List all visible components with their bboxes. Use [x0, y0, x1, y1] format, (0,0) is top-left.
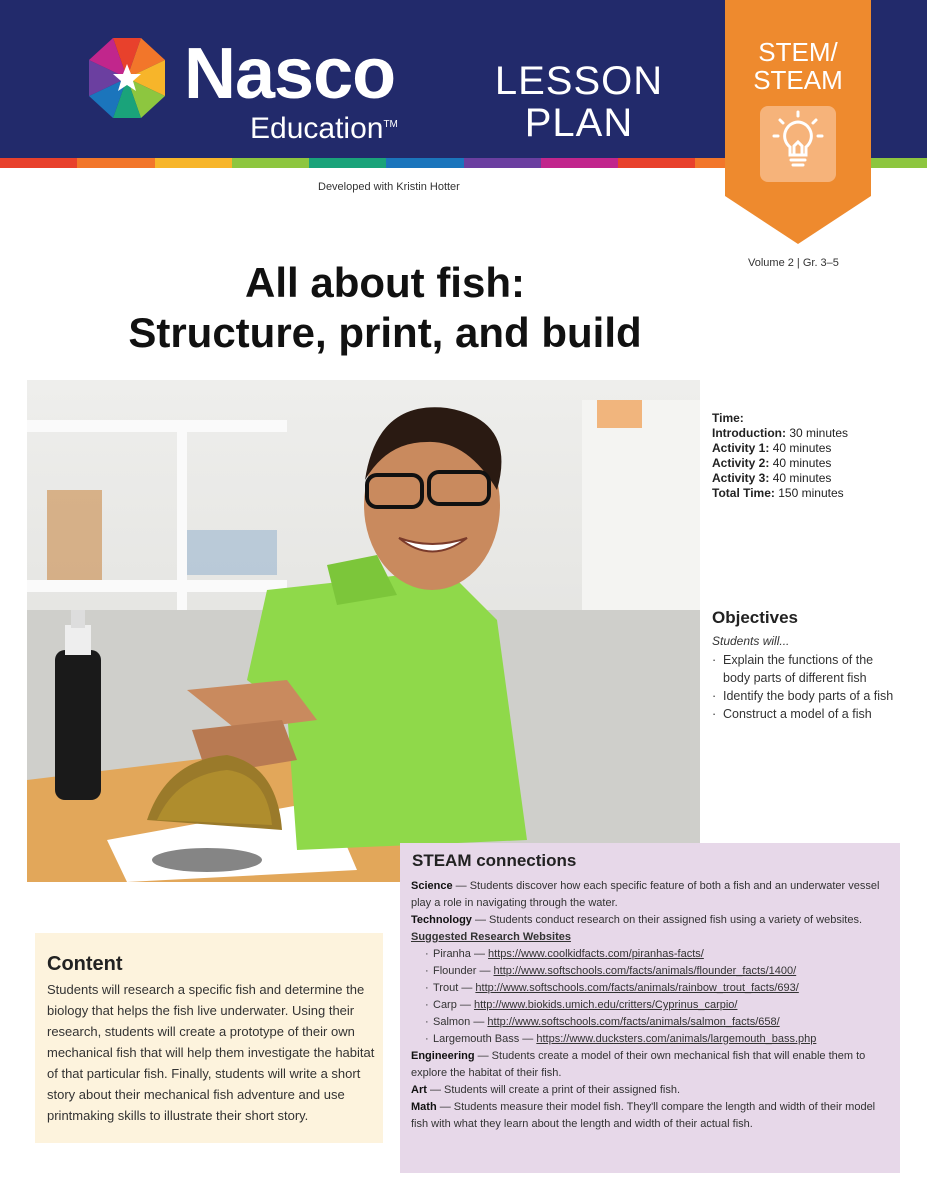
- research-links-heading: Suggested Research Websites: [411, 931, 571, 943]
- science-connection: Science — Students discover how each specific feature of both a fish and an underwater vessel play a role in navigating through the water.: [411, 880, 880, 909]
- research-link[interactable]: https://www.coolkidfacts.com/piranhas-facts/: [488, 948, 704, 960]
- objectives-heading: Objectives: [712, 608, 798, 627]
- time-row: Activity 1: 40 minutes: [712, 441, 832, 455]
- engineering-connection: Engineering — Students create a model of their own mechanical fish that will enable them to explore the habitat of their fish.: [411, 1050, 866, 1079]
- objectives-intro: Students will...: [712, 634, 790, 648]
- time-row: Total Time: 150 minutes: [712, 486, 844, 500]
- time-row: Activity 2: 40 minutes: [712, 456, 832, 470]
- research-link-item: · Trout — http://www.softschools.com/facts/animals/rainbow_trout_facts/693/: [425, 980, 893, 997]
- research-link[interactable]: https://www.ducksters.com/animals/largemouth_bass.php: [536, 1033, 817, 1045]
- objective-item: · Construct a model of a fish: [712, 705, 902, 723]
- stripe-segment: [155, 158, 232, 168]
- research-link[interactable]: http://www.softschools.com/facts/animals/salmon_facts/658/: [487, 1016, 780, 1028]
- lightbulb-icon: [760, 106, 836, 182]
- stripe-segment: [77, 158, 154, 168]
- volume-grade: Volume 2 | Gr. 3–5: [748, 257, 839, 269]
- brand-name: Nasco: [184, 34, 396, 114]
- brand-subtitle: Education™: [250, 112, 398, 145]
- badge-label: STEM/ STEAM: [753, 37, 843, 95]
- time-row: Activity 3: 40 minutes: [712, 471, 832, 485]
- research-link-item: · Salmon — http://www.softschools.com/facts/animals/salmon_facts/658/: [425, 1014, 893, 1031]
- stripe-segment: [618, 158, 695, 168]
- time-block: [712, 411, 848, 501]
- stripe-segment: [386, 158, 463, 168]
- objective-item: · Identify the body parts of a fish: [712, 687, 902, 705]
- research-link-item: · Largemouth Bass — https://www.ducksters.com/animals/largemouth_bass.php: [425, 1031, 893, 1048]
- technology-connection: Technology — Students conduct research on their assigned fish using a variety of websites.: [411, 914, 863, 926]
- steam-connections-box: [400, 843, 900, 1173]
- objective-item: · Explain the functions of the body parts of different fish: [712, 651, 902, 687]
- page-title: All about fish: Structure, print, and build: [128, 259, 642, 356]
- time-row: Introduction: 30 minutes: [712, 426, 849, 440]
- research-link[interactable]: http://www.softschools.com/facts/animals/rainbow_trout_facts/693/: [475, 982, 799, 994]
- research-link[interactable]: http://www.softschools.com/facts/animals/flounder_facts/1400/: [493, 965, 797, 977]
- time-heading: Time:: [712, 411, 744, 425]
- nasco-logo-icon: [82, 28, 172, 128]
- stripe-segment: [464, 158, 541, 168]
- steam-heading: STEAM connections: [412, 851, 577, 870]
- content-text: Students will research a specific fish and determine the biology that helps the fish live underwater. Using their research, students will create a prototype of their own mechanical fish that will help them investigate the habitat of that particular fish. Finally, students will write a short story about their mechanical fish adventure and use printmaking skills to illustrate their short story.: [47, 982, 375, 1123]
- stripe-segment: [0, 158, 77, 168]
- research-link[interactable]: http://www.biokids.umich.edu/critters/Cyprinus_carpio/: [473, 999, 738, 1011]
- developed-with: Developed with Kristin Hotter: [318, 181, 460, 193]
- stripe-segment: [309, 158, 386, 168]
- objectives-block: [712, 608, 902, 723]
- math-connection: Math — Students measure their model fish. They'll compare the length and width of their model fish with what they learn about the length and width of their actual fish.: [411, 1101, 876, 1130]
- student-photo: [27, 380, 700, 882]
- content-heading: Content: [47, 953, 123, 975]
- stripe-segment: [232, 158, 309, 168]
- lesson-plan-label: LESSON PLAN: [494, 59, 664, 145]
- research-link-item: · Flounder — http://www.softschools.com/facts/animals/flounder_facts/1400/: [425, 963, 893, 980]
- research-link-item: · Carp — http://www.biokids.umich.edu/critters/Cyprinus_carpio/: [425, 997, 893, 1014]
- art-connection: Art — Students will create a print of their assigned fish.: [411, 1084, 681, 1096]
- research-link-item: · Piranha — https://www.coolkidfacts.com/piranhas-facts/: [425, 946, 893, 963]
- stripe-segment: [541, 158, 618, 168]
- trademark: TM: [383, 119, 398, 130]
- content-box: [35, 933, 383, 1143]
